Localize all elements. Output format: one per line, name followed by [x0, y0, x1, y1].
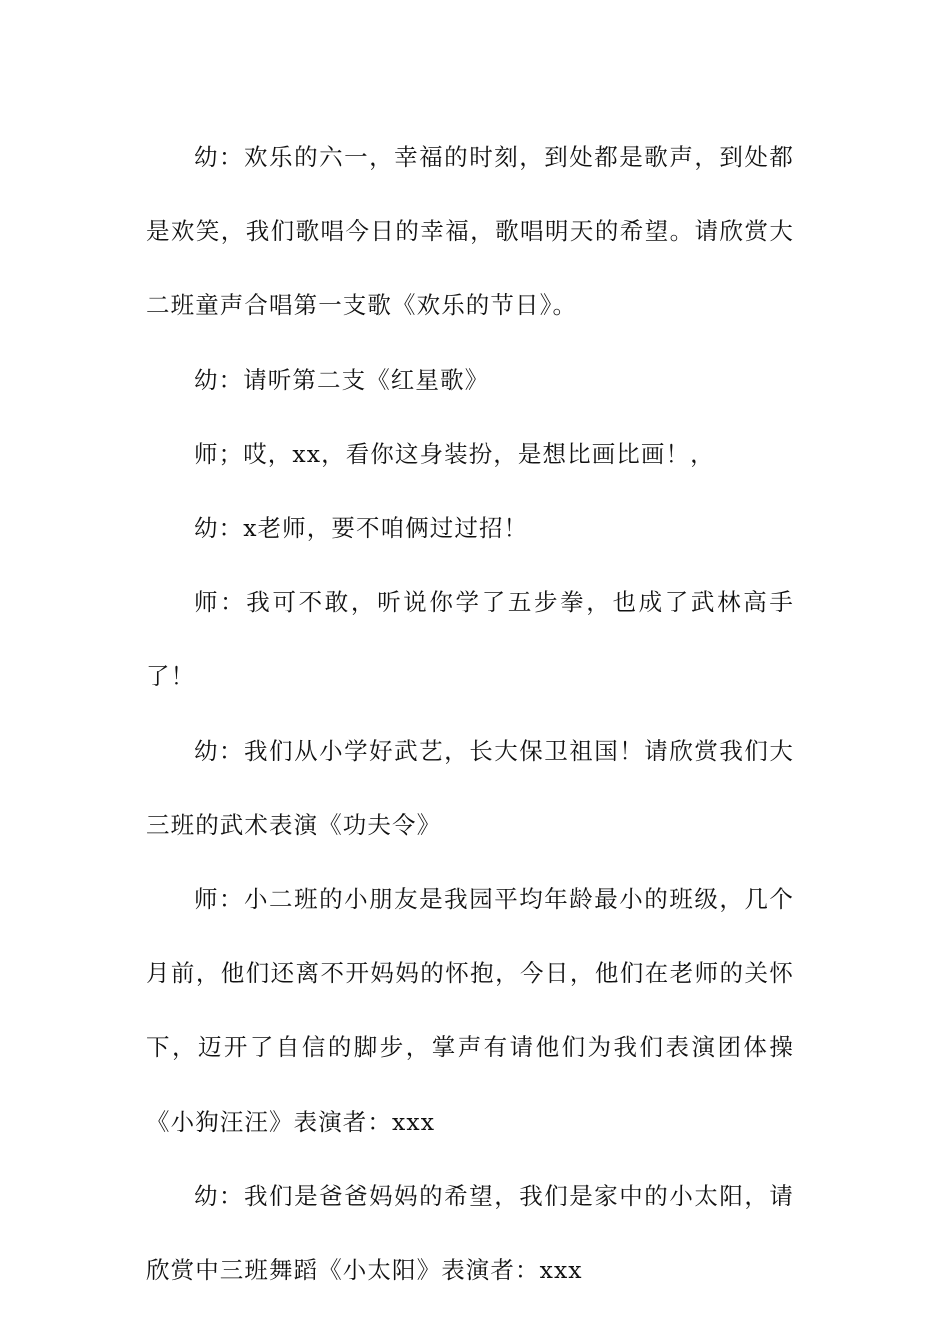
- paragraph-4: 幼：x老师，要不咱俩过过招！: [194, 514, 529, 543]
- paragraph-3: 师；哎，xx，看你这身装扮，是想比画比画！，: [194, 439, 715, 468]
- paragraph-1: 幼：欢乐的六一，幸福的时刻，到处都是歌声，到处都是欢笑，我们歌唱今日的幸福，歌唱明天的希望。请欣赏大二班童声合唱第一支歌《欢乐的节日》。: [146, 143, 794, 320]
- paragraph-6: 幼：我们从小学好武艺，长大保卫祖国！请欣赏我们大三班的武术表演《功夫令》: [146, 736, 794, 839]
- paragraph-5: 师：我可不敢，听说你学了五步拳，也成了武林高手了！: [146, 588, 794, 691]
- paragraph-8: 幼：我们是爸爸妈妈的希望，我们是家中的小太阳，请欣赏中三班舞蹈《小太阳》表演者：xxx: [146, 1181, 794, 1285]
- paragraph-7: 师：小二班的小朋友是我园平均年龄最小的班级，几个月前，他们还离不开妈妈的怀抱，今日，他们在老师的关怀下，迈开了自信的脚步，掌声有请他们为我们表演团体操《小狗汪汪》表演者：xxx: [146, 885, 794, 1136]
- document-body: [146, 120, 794, 1307]
- paragraph-2: 幼：请听第二支《红星歌》: [194, 365, 490, 394]
